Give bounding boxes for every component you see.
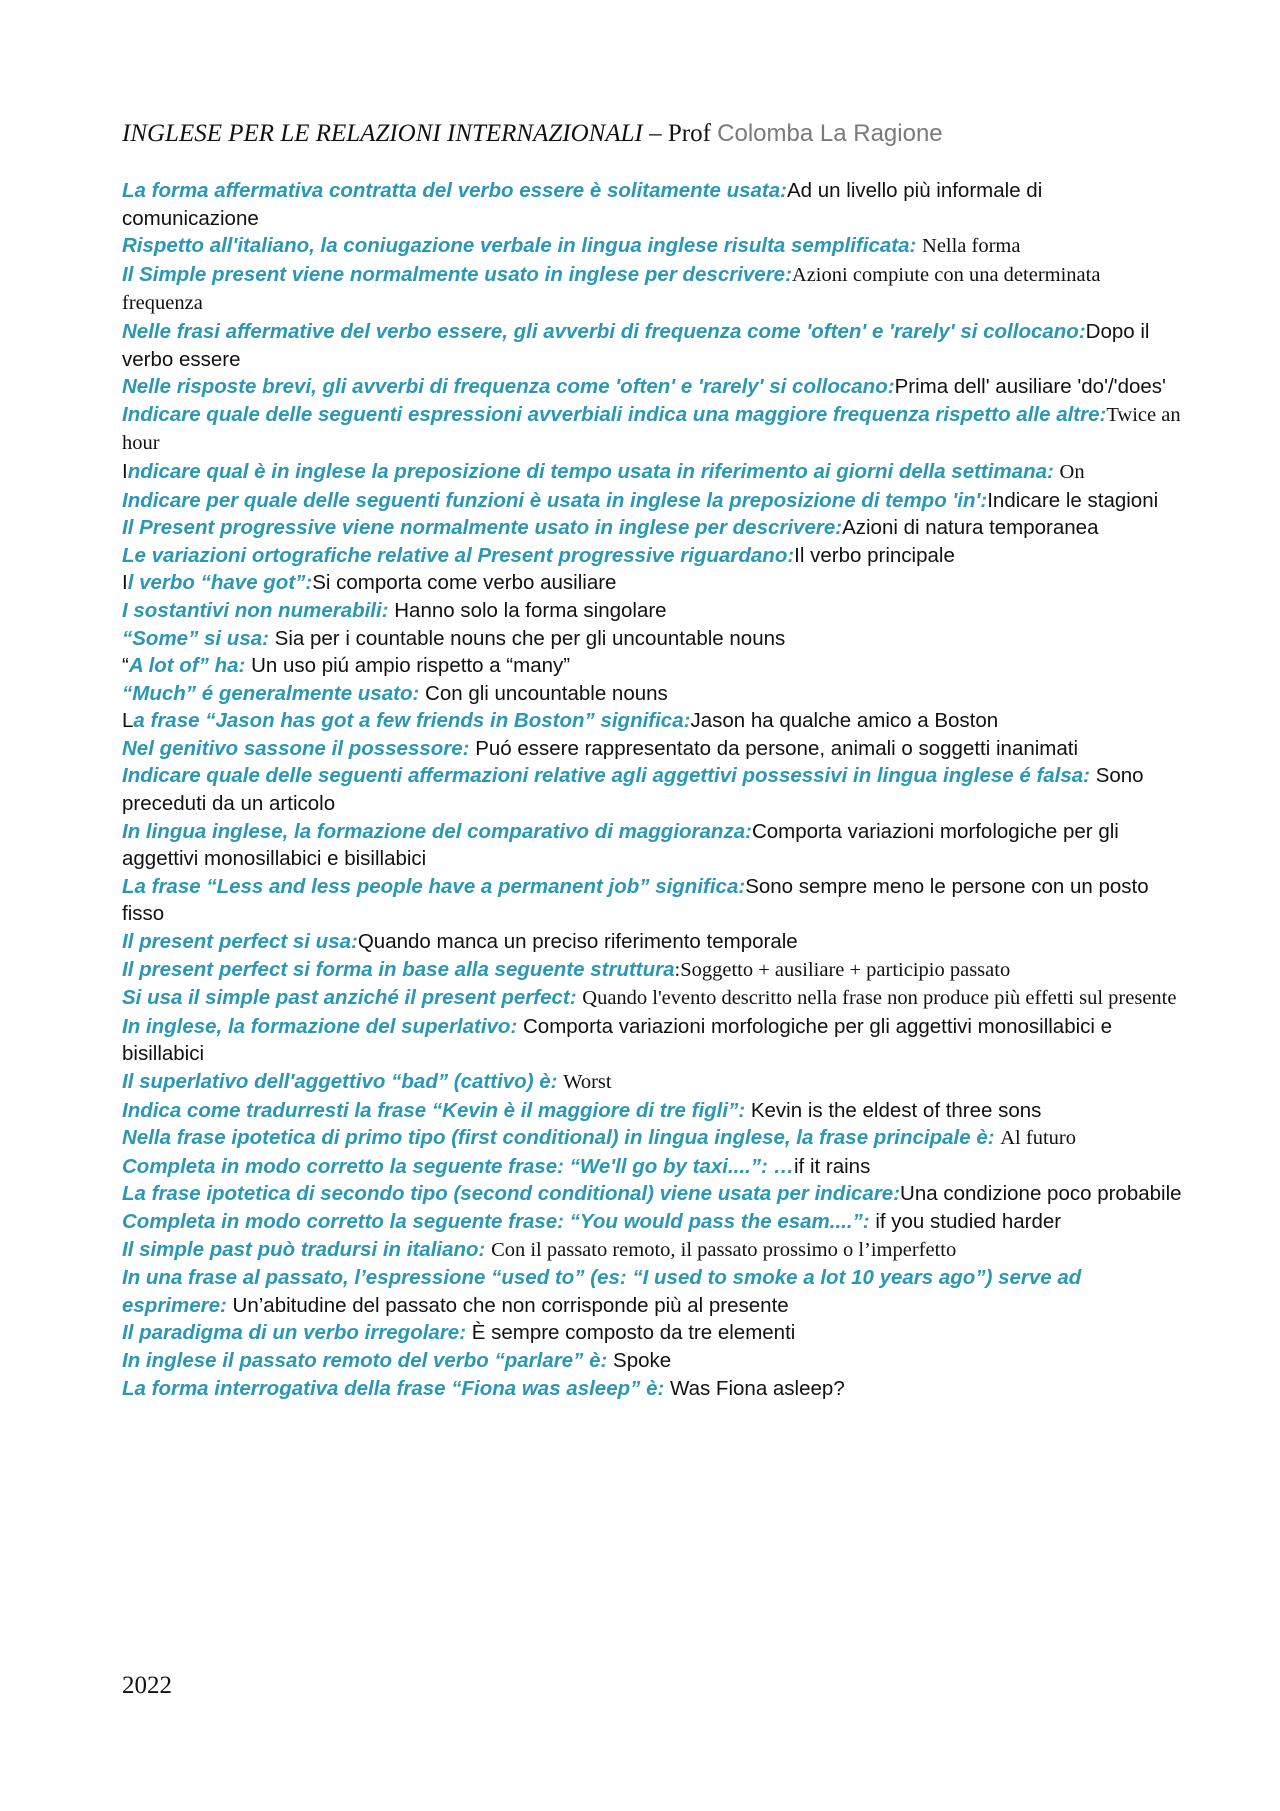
answer-text: Con gli uncountable nouns	[425, 681, 668, 705]
question-text: La forma affermativa contratta del verbo essere è solitamente usata:	[122, 179, 787, 202]
question-initial: L	[122, 709, 134, 733]
document-year: 2022	[122, 1672, 172, 1699]
answer-text: Sono preceduti da un articolo	[122, 764, 1144, 816]
question-initial: I	[122, 459, 128, 483]
qa-item	[122, 401, 1182, 458]
answer-text: if it rains	[794, 1154, 871, 1178]
qa-item	[122, 1180, 1182, 1208]
answer-text: Con il passato remoto, il passato prossimo o l’imperfetto	[491, 1238, 957, 1261]
answer-text: Worst	[563, 1071, 612, 1093]
question-text: In lingua inglese, la formazione del comparativo di maggioranza:	[122, 819, 752, 843]
answer-text: On	[1059, 460, 1085, 483]
answer-text: Comporta variazioni morfologiche per gli aggettivi monosillabici e bisillabici	[122, 1014, 1113, 1066]
question-text: Indica come tradurresti la frase “Kevin è il maggiore di tre figli”:	[122, 1098, 751, 1122]
qa-item	[122, 569, 1182, 597]
question-text: Il paradigma di un verbo irregolare:	[122, 1321, 472, 1345]
question-text: La forma interrogativa della frase “Fiona was asleep” è:	[122, 1376, 670, 1400]
question-text: “Some” si usa:	[122, 626, 275, 650]
qa-item	[122, 652, 1182, 680]
qa-item	[122, 232, 1182, 261]
question-text: ndicare qual è in inglese la preposizione di tempo usata in riferimento ai giorni della settimana:	[127, 459, 1060, 483]
answer-text: Una condizione poco probabile	[900, 1182, 1182, 1206]
qa-item	[122, 1068, 1182, 1097]
answer-text: Jason ha qualche amico a Boston	[690, 709, 999, 733]
question-initial: I	[122, 571, 128, 595]
answer-text: Twice an hour	[122, 403, 1181, 455]
qa-item	[122, 1097, 1182, 1125]
qa-item	[122, 928, 1182, 956]
professor-name: Colomba La Ragione	[717, 120, 943, 147]
question-initial: “	[122, 654, 129, 678]
question-text: Nel genitivo sassone il possessore:	[122, 736, 476, 760]
qa-item	[122, 762, 1182, 817]
course-title: INGLESE PER LE RELAZIONI INTERNAZIONALI	[122, 120, 643, 147]
qa-item	[122, 984, 1182, 1013]
answer-text: Quando manca un preciso riferimento temporale	[357, 930, 798, 954]
qa-item	[122, 373, 1182, 401]
answer-text: Azioni di natura temporanea	[842, 516, 1099, 540]
qa-item	[122, 1013, 1182, 1068]
answer-text: È sempre composto da tre elementi	[471, 1321, 796, 1345]
question-answer-list	[122, 177, 1182, 1402]
qa-item	[122, 735, 1182, 763]
prof-prefix: – Prof	[642, 120, 718, 147]
answer-text: Un’abitudine del passato che non corrisponde più al presente	[232, 1293, 789, 1317]
answer-text: Sono sempre meno le persone con un posto fisso	[122, 874, 1149, 926]
answer-text: if you studied harder	[875, 1209, 1062, 1233]
answer-text: Comporta variazioni morfologiche per gli aggettivi monosillabici e bisillabici	[122, 819, 1119, 871]
question-text: “Much” é generalmente usato:	[122, 681, 426, 705]
question-text: Completa in modo corretto la seguente frase: “You would pass the esam....”:	[122, 1209, 876, 1233]
qa-item	[122, 1153, 1182, 1181]
question-text: Il Present progressive viene normalmente usato in inglese per descrivere:	[122, 516, 843, 540]
qa-item	[122, 542, 1182, 570]
qa-item	[122, 458, 1182, 487]
qa-item	[122, 597, 1182, 625]
qa-item	[122, 1208, 1182, 1236]
answer-text: Sia per i countable nouns che per gli uncountable nouns	[274, 626, 786, 650]
question-text: Si usa il simple past anziché il present perfect:	[122, 986, 583, 1010]
answer-text: Puó essere rappresentato da persone, animali o soggetti inanimati	[475, 736, 1079, 760]
document-header	[122, 120, 1182, 148]
question-text: l verbo “have got”:	[127, 571, 313, 595]
qa-item	[122, 1264, 1182, 1319]
answer-text: Hanno solo la forma singolare	[394, 598, 667, 622]
question-text: Il Simple present viene normalmente usato in inglese per descrivere:	[122, 262, 792, 286]
question-text: La frase ipotetica di secondo tipo (second conditional) viene usata per indicare:	[122, 1182, 901, 1206]
question-text: Le variazioni ortografiche relative al Present progressive riguardano:	[122, 543, 795, 567]
answer-text: Dopo il verbo essere	[122, 319, 1150, 371]
question-text: Nelle risposte brevi, gli avverbi di frequenza come 'often' e 'rarely' si collocano:	[122, 375, 895, 399]
question-text: Il simple past può tradursi in italiano:	[122, 1237, 492, 1261]
qa-item	[122, 818, 1182, 873]
qa-item	[122, 707, 1182, 735]
answer-text: :Soggetto + ausiliare + participio passato	[674, 958, 1011, 981]
question-text: Nella frase ipotetica di primo tipo (first conditional) in lingua inglese, la frase principale è:	[122, 1126, 1001, 1150]
qa-item	[122, 1347, 1182, 1375]
question-text: Indicare quale delle seguenti espressioni avverbiali indica una maggiore frequenza rispetto alle altre:	[122, 402, 1107, 426]
answer-text: Kevin is the eldest of three sons	[750, 1098, 1042, 1122]
question-text: Indicare per quale delle seguenti funzioni è usata in inglese la preposizione di tempo 'in':	[122, 488, 988, 512]
question-text: In inglese il passato remoto del verbo “parlare” è:	[122, 1348, 614, 1372]
qa-item	[122, 873, 1182, 928]
question-text: La frase “Less and less people have a permanent job” significa:	[122, 874, 746, 898]
question-text: a frase “Jason has got a few friends in Boston” significa:	[133, 709, 691, 733]
answer-text: Nella forma	[922, 235, 1021, 258]
question-text: I sostantivi non numerabili:	[122, 598, 395, 622]
qa-item	[122, 1236, 1182, 1265]
question-text: Nelle frasi affermative del verbo essere, gli avverbi di frequenza come 'often' e 'rarely' si collocano:	[122, 319, 1086, 343]
qa-item	[122, 318, 1182, 373]
answer-text: Prima dell' ausiliare 'do'/'does'	[894, 375, 1166, 399]
answer-text: Ad un livello più informale di comunicazione	[122, 179, 1043, 230]
question-text: Il superlativo dell'aggettivo “bad” (cattivo) è:	[122, 1070, 564, 1093]
qa-item	[122, 1375, 1182, 1403]
question-text: Indicare quale delle seguenti affermazioni relative agli aggettivi possessivi in lingua inglese é falsa:	[122, 764, 1096, 788]
question-text: Il present perfect si usa:	[122, 930, 358, 954]
qa-item	[122, 625, 1182, 653]
qa-item	[122, 261, 1182, 318]
answer-text: Si comporta come verbo ausiliare	[312, 571, 617, 595]
question-text: Il present perfect si forma in base alla seguente struttura	[122, 957, 675, 981]
answer-text: Al futuro	[1000, 1127, 1076, 1150]
qa-item	[122, 680, 1182, 708]
question-text: A lot of” ha:	[128, 654, 252, 678]
qa-item	[122, 956, 1182, 985]
question-text: In una frase al passato, l’espressione “used to” (es: “I used to smoke a lot 10 years ago”) serve ad esprimere:	[122, 1266, 1082, 1317]
answer-text: Indicare le stagioni	[987, 488, 1159, 512]
answer-text: Un uso piú ampio rispetto a “many”	[251, 654, 571, 678]
question-text: In inglese, la formazione del superlativo:	[122, 1014, 523, 1038]
answer-text: Azioni compiute con una determinata frequenza	[122, 263, 1101, 315]
qa-item	[122, 1124, 1182, 1153]
qa-item	[122, 1319, 1182, 1347]
qa-item	[122, 514, 1182, 542]
answer-text: Was Fiona asleep?	[670, 1376, 845, 1400]
qa-item	[122, 177, 1182, 232]
answer-text: Quando l'evento descritto nella frase non produce più effetti sul presente	[582, 987, 1177, 1010]
question-text: Completa in modo corretto la seguente frase: “We'll go by taxi....”: …	[122, 1154, 794, 1178]
question-text: Rispetto all'italiano, la coniugazione verbale in lingua inglese risulta semplificata:	[122, 234, 923, 258]
answer-text: Il verbo principale	[794, 543, 955, 567]
answer-text: Spoke	[613, 1348, 672, 1372]
qa-item	[122, 487, 1182, 515]
